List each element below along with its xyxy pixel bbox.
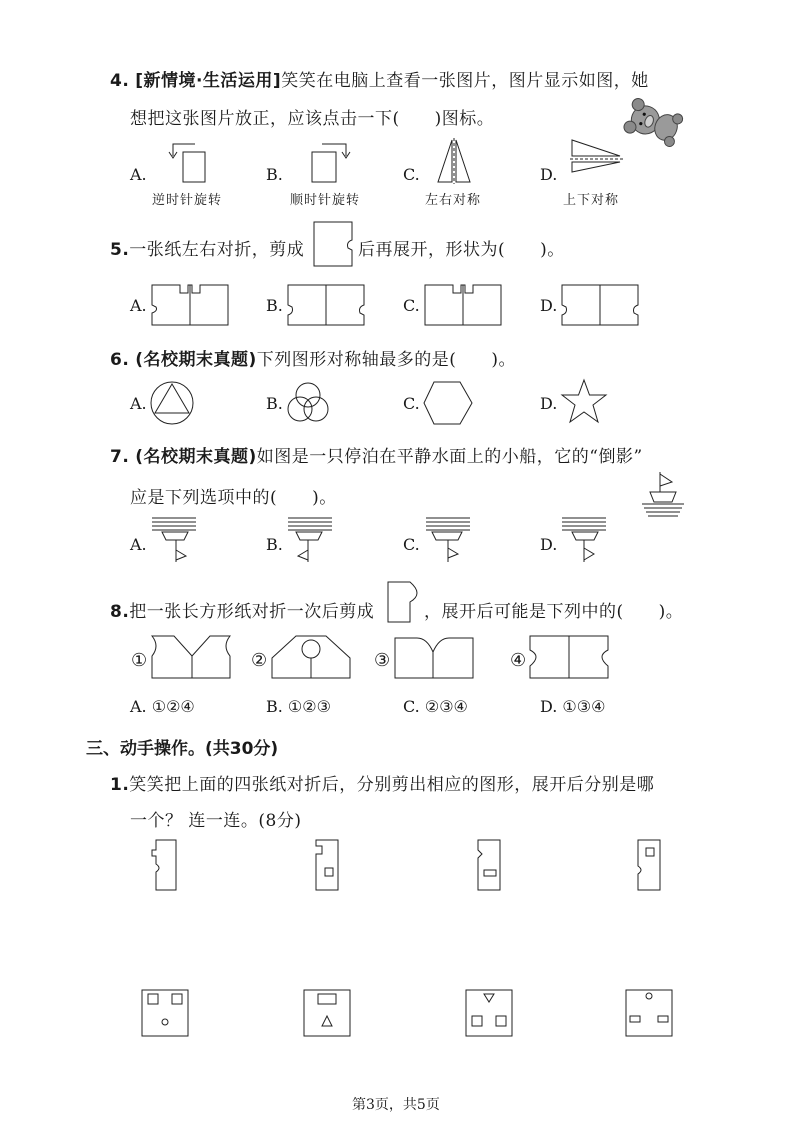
q6-tag: (名校期末真题) [135, 350, 257, 370]
q4-line2: 想把这张图片放正，应该点击一下( )图标。 [130, 109, 495, 129]
q6-line [110, 345, 516, 370]
q8-number: 8. [110, 602, 130, 622]
teddy-bear-image [620, 94, 682, 150]
q8-answer-b: B. ①②③ [266, 697, 331, 716]
q5-cut-shape [312, 220, 356, 268]
q8-answer-c: C. ②③④ [403, 697, 468, 716]
folded-paper-3 [472, 838, 506, 894]
q7-option-a-letter: A. [130, 535, 147, 554]
q7-tag: (名校期末真题) [135, 447, 257, 467]
unfolded-paper-2 [302, 988, 354, 1038]
q7-line1 [110, 442, 643, 467]
q8-shape-2-label: ② [251, 650, 268, 671]
q6-option-d-letter: D. [540, 394, 558, 413]
q5-option-b-letter: B. [266, 296, 283, 315]
q5-option-c-letter: C. [403, 296, 420, 315]
q8-text-after: ，展开后可能是下列中的( )。 [424, 602, 684, 622]
q6-option-a-letter: A. [130, 394, 147, 413]
q7-option-a-reflection [148, 514, 200, 566]
q7-option-c-letter: C. [403, 535, 420, 554]
q8-shape-1-label: ① [131, 650, 148, 671]
q5-option-d-letter: D. [540, 296, 558, 315]
q5-option-a-letter: A. [130, 296, 147, 315]
q7-line2: 应是下列选项中的( )。 [130, 488, 337, 508]
q5-text-after: 后再展开，形状为( )。 [358, 240, 565, 260]
q4-option-d-caption: 上下对称 [563, 193, 620, 208]
folded-paper-4 [632, 838, 666, 894]
unfolded-paper-4 [624, 988, 676, 1038]
q8-shape-4-label: ④ [510, 650, 527, 671]
q8-shape-2 [270, 634, 354, 682]
q4-tag: [新情境·生活运用] [135, 71, 282, 91]
q4-line1 [110, 66, 649, 91]
q7-option-c-reflection [422, 514, 474, 566]
q8-shape-1 [150, 634, 234, 682]
q4-option-d-letter: D. [540, 165, 558, 184]
section3-title: 三、动手操作。(共30分) [86, 739, 279, 759]
q5-text-before [110, 235, 304, 260]
q8-answer-d: D. ①③④ [540, 697, 606, 716]
q4-option-c-caption: 左右对称 [425, 193, 482, 208]
q5-number: 5. [110, 240, 130, 260]
q4-option-b-caption: 顺时针旋转 [290, 193, 361, 208]
rotate-clockwise-icon [308, 138, 353, 183]
circle-with-triangle-shape [148, 380, 198, 426]
q6-option-b-letter: B. [266, 394, 283, 413]
q5-option-a-shape [150, 283, 232, 327]
star-shape [560, 378, 610, 426]
q4-text1: 笑笑在电脑上查看一张图片，图片显示如图，她 [281, 71, 649, 91]
q7-option-d-reflection [558, 514, 610, 566]
page-footer: 第3页，共5页 [352, 1097, 440, 1113]
q7-option-d-letter: D. [540, 535, 558, 554]
q6-option-c-letter: C. [403, 394, 420, 413]
q5-option-b-shape [286, 283, 368, 327]
hexagon-shape [422, 380, 474, 426]
flip-vertical-icon [570, 138, 625, 183]
flip-horizontal-icon [432, 138, 477, 183]
section3-q1-line1 [110, 770, 654, 795]
q4-option-a-letter: A. [130, 165, 147, 184]
section3-q1-line2: 一个？ 连一连。(8分) [130, 811, 302, 831]
q5-option-d-shape [560, 283, 642, 327]
three-circles-shape [284, 378, 334, 428]
q8-answer-a: A. ①②④ [130, 697, 195, 716]
q4-option-c-letter: C. [403, 165, 420, 184]
q4-option-b-letter: B. [266, 165, 283, 184]
folded-paper-1 [148, 838, 182, 894]
q4-number: 4. [110, 71, 130, 91]
rotate-counterclockwise-icon [165, 138, 210, 183]
q8-shape-3 [393, 634, 477, 682]
folded-paper-2 [310, 838, 344, 894]
unfolded-paper-3 [464, 988, 516, 1038]
q7-option-b-letter: B. [266, 535, 283, 554]
q6-text: 下列图形对称轴最多的是( )。 [256, 350, 517, 370]
unfolded-paper-1 [140, 988, 192, 1038]
q8-text-before [110, 597, 374, 622]
q5-option-c-shape [423, 283, 505, 327]
q8-shape-3-label: ③ [374, 650, 391, 671]
q8-shape-4 [528, 634, 612, 682]
q7-text1: 如图是一只停泊在平静水面上的小船，它的“倒影” [256, 447, 643, 467]
q4-option-a-caption: 逆时针旋转 [152, 193, 223, 208]
boat-image [640, 470, 686, 522]
q8-text-before-content: 把一张长方形纸对折一次后剪成 [129, 602, 375, 622]
q7-option-b-reflection [284, 514, 336, 566]
q6-number: 6. [110, 350, 130, 370]
section3-q1-number: 1. [110, 775, 130, 795]
q5-text-before-content: 一张纸左右对折，剪成 [129, 240, 305, 260]
q7-number: 7. [110, 447, 130, 467]
section3-q1-text1: 笑笑把上面的四张纸对折后，分别剪出相应的图形，展开后分别是哪 [129, 775, 655, 795]
